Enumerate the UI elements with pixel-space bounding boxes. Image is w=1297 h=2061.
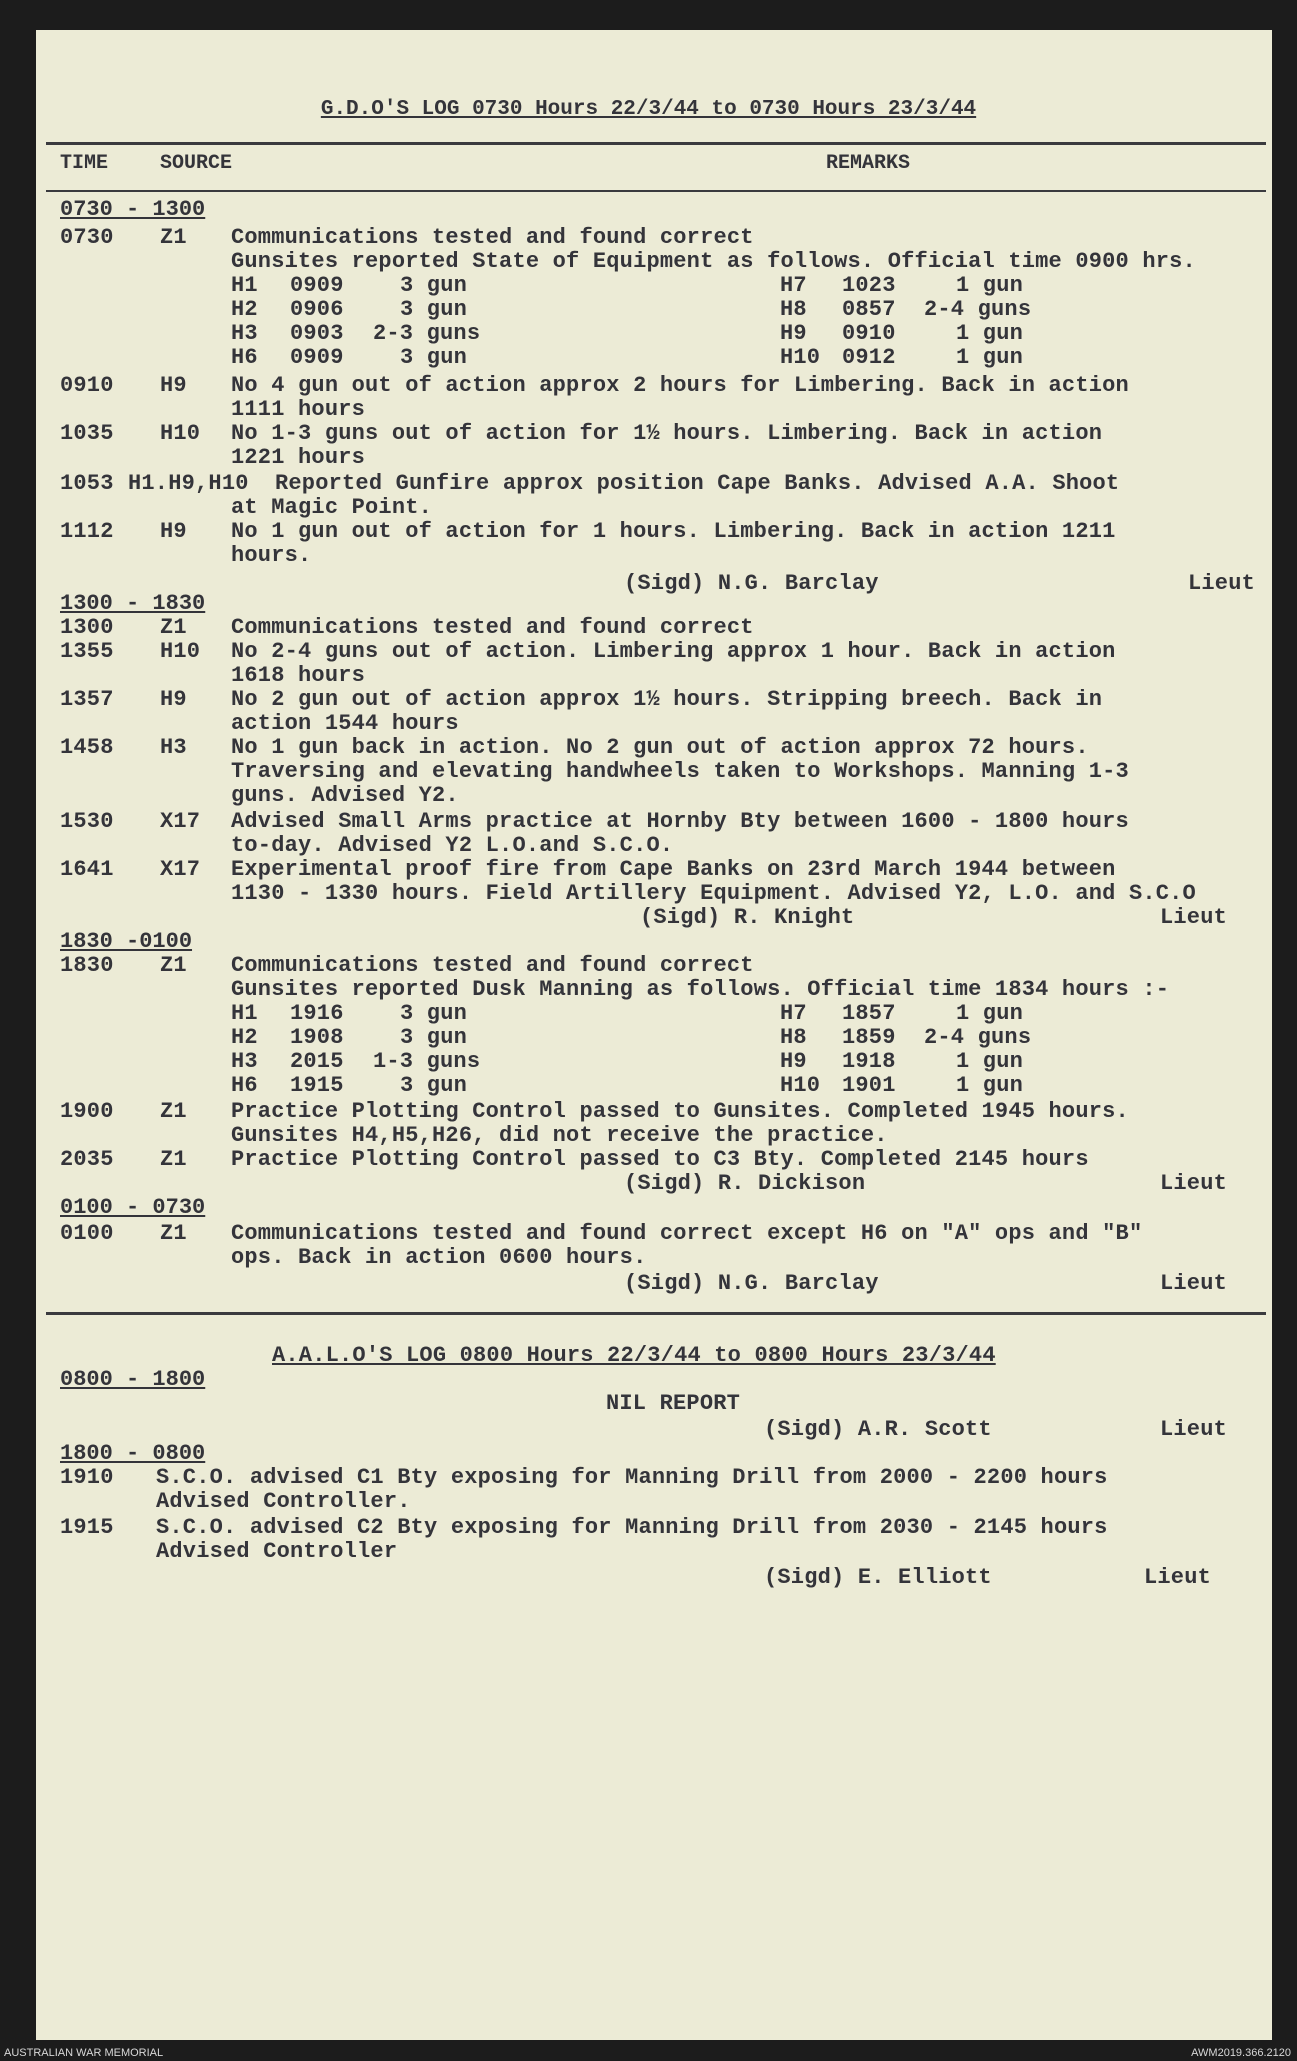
gunsite-guns: 1 gun — [956, 1073, 1024, 1098]
gunsite-code: H9 — [780, 321, 807, 346]
signature: (Sigd) E. Elliott — [764, 1565, 992, 1590]
period-label: 0800 - 1800 — [60, 1367, 206, 1392]
section-divider — [46, 1312, 1266, 1315]
entry-line: Gunsites reported Dusk Manning as follows. Official time 1834 hours :- — [231, 977, 1170, 1002]
signature: (Sigd) A.R. Scott — [764, 1417, 992, 1442]
entry-line: Communications tested and found correct except H6 on "A" ops and "B" — [231, 1221, 1143, 1246]
gunsite-guns: 1-3 guns — [373, 1049, 481, 1074]
entry-line: No 1 gun back in action. No 2 gun out of action approx 72 hours. — [231, 735, 1089, 760]
entry-time: 1910 — [60, 1465, 114, 1490]
gunsite-time: 0912 — [842, 345, 896, 370]
entry-source: H9 — [160, 519, 187, 544]
signature: (Sigd) N.G. Barclay — [624, 1271, 879, 1296]
entry-line: No 2-4 guns out of action. Limbering approx 1 hour. Back in action — [231, 639, 1116, 664]
gunsite-guns: 1 gun — [956, 1049, 1024, 1074]
entry-time: 0910 — [60, 373, 114, 398]
signature-rank: Lieut — [1188, 571, 1256, 596]
entry-time: 1035 — [60, 421, 114, 446]
gunsite-code: H8 — [780, 297, 807, 322]
gunsite-guns: 3 gun — [400, 345, 468, 370]
archive-id: AWM2019.366.2120 — [1191, 2047, 1291, 2059]
entry-time: 1900 — [60, 1099, 114, 1124]
signature: (Sigd) R. Dickison — [624, 1171, 866, 1196]
period-label: 0100 - 0730 — [60, 1195, 206, 1220]
gunsite-time: 1857 — [842, 1001, 896, 1026]
entry-source: Z1 — [160, 1221, 187, 1246]
gunsite-code: H1 — [231, 273, 258, 298]
entry-line: 1111 hours — [231, 397, 366, 422]
gunsite-guns: 2-4 guns — [924, 297, 1032, 322]
signature-rank: Lieut — [1144, 1565, 1212, 1590]
gunsite-code: H2 — [231, 1025, 258, 1050]
gunsite-guns: 1 gun — [956, 1001, 1024, 1026]
entry-time: 0730 — [60, 225, 114, 250]
gunsite-code: H9 — [780, 1049, 807, 1074]
signature-rank: Lieut — [1160, 1271, 1228, 1296]
entry-line: Communications tested and found correct — [231, 225, 754, 250]
entry-line: guns. Advised Y2. — [231, 783, 459, 808]
period-label: 1800 - 0800 — [60, 1441, 206, 1466]
gunsite-time: 1901 — [842, 1073, 896, 1098]
gunsite-time: 1916 — [290, 1001, 344, 1026]
gunsite-code: H1 — [231, 1001, 258, 1026]
gunsite-guns: 1 gun — [956, 321, 1024, 346]
entry-source: H9 — [160, 373, 187, 398]
signature: (Sigd) N.G. Barclay — [624, 571, 879, 596]
entry-line: Traversing and elevating handwheels taken to Workshops. Manning 1-3 — [231, 759, 1129, 784]
entry-source: Z1 — [160, 1147, 187, 1172]
entry-line: Advised Small Arms practice at Hornby Bty between 1600 - 1800 hours — [231, 809, 1129, 834]
gunsite-code: H6 — [231, 1073, 258, 1098]
aalo-log-title: A.A.L.O'S LOG 0800 Hours 22/3/44 to 0800 Hours 23/3/44 — [272, 1343, 996, 1368]
gunsite-code: H7 — [780, 1001, 807, 1026]
gunsite-guns: 3 gun — [400, 273, 468, 298]
gunsite-time: 0906 — [290, 297, 344, 322]
gunsite-time: 0909 — [290, 345, 344, 370]
entry-line: 1130 - 1330 hours. Field Artillery Equipment. Advised Y2, L.O. and S.C.O — [231, 881, 1196, 906]
signature-rank: Lieut — [1160, 1417, 1228, 1442]
gunsite-guns: 1 gun — [956, 345, 1024, 370]
gunsite-time: 1918 — [842, 1049, 896, 1074]
entry-line: Advised Controller. — [156, 1489, 411, 1514]
entry-line: No 4 gun out of action approx 2 hours for Limbering. Back in action — [231, 373, 1129, 398]
entry-line: S.C.O. advised C1 Bty exposing for Manning Drill from 2000 - 2200 hours — [156, 1465, 1108, 1490]
entry-line: No 1-3 guns out of action for 1½ hours. Limbering. Back in action — [231, 421, 1103, 446]
entry-time: 1830 — [60, 953, 114, 978]
gunsite-time: 1915 — [290, 1073, 344, 1098]
header-top-rule — [46, 142, 1266, 145]
entry-line: Communications tested and found correct — [231, 953, 754, 978]
signature-rank: Lieut — [1160, 1171, 1228, 1196]
gunsite-code: H3 — [231, 321, 258, 346]
entry-source: H10 — [160, 639, 201, 664]
entry-line: Advised Controller — [156, 1539, 398, 1564]
gunsite-time: 1859 — [842, 1025, 896, 1050]
gunsite-code: H6 — [231, 345, 258, 370]
entry-time: 1530 — [60, 809, 114, 834]
gdo-log-title: G.D.O'S LOG 0730 Hours 22/3/44 to 0730 Hours 23/3/44 — [320, 98, 977, 121]
header-remarks: REMARKS — [826, 152, 911, 175]
entry-source: Z1 — [160, 1099, 187, 1124]
entry-time: 2035 — [60, 1147, 114, 1172]
entry-line: Experimental proof fire from Cape Banks on 23rd March 1944 between — [231, 857, 1116, 882]
entry-line: hours. — [231, 543, 312, 568]
entry-time: 1112 — [60, 519, 114, 544]
gunsite-code: H3 — [231, 1049, 258, 1074]
gunsite-guns: 1 gun — [956, 273, 1024, 298]
entry-line: Reported Gunfire approx position Cape Banks. Advised A.A. Shoot — [275, 471, 1120, 496]
entry-line: No 1 gun out of action for 1 hours. Limbering. Back in action 1211 — [231, 519, 1116, 544]
gunsite-code: H2 — [231, 297, 258, 322]
entry-line: Practice Plotting Control passed to Gunsites. Completed 1945 hours. — [231, 1099, 1129, 1124]
period-label: 0730 - 1300 — [60, 197, 206, 222]
gunsite-guns: 3 gun — [400, 1073, 468, 1098]
gunsite-time: 2015 — [290, 1049, 344, 1074]
entry-source: H10 — [160, 421, 201, 446]
entry-source: H3 — [160, 735, 187, 760]
entry-time: 1053 — [60, 471, 114, 496]
entry-source: Z1 — [160, 225, 187, 250]
entry-line: S.C.O. advised C2 Bty exposing for Manning Drill from 2030 - 2145 hours — [156, 1515, 1108, 1540]
entry-time: 1355 — [60, 639, 114, 664]
gunsite-time: 0903 — [290, 321, 344, 346]
entry-time: 1915 — [60, 1515, 114, 1540]
header-source: SOURCE — [160, 152, 233, 175]
entry-source: X17 — [160, 809, 201, 834]
period-label: 1300 - 1830 — [60, 591, 206, 616]
gunsite-code: H10 — [780, 345, 821, 370]
entry-time: 1357 — [60, 687, 114, 712]
entry-line: to-day. Advised Y2 L.O.and S.C.O. — [231, 833, 674, 858]
nil-report: NIL REPORT — [606, 1391, 741, 1416]
entry-source: Z1 — [160, 615, 187, 640]
entry-line: action 1544 hours — [231, 711, 459, 736]
gunsite-time: 1908 — [290, 1025, 344, 1050]
gunsite-time: 0910 — [842, 321, 896, 346]
entry-line: ops. Back in action 0600 hours. — [231, 1245, 647, 1270]
entry-source: H1.H9,H10 — [128, 471, 249, 496]
entry-line: Practice Plotting Control passed to C3 Bty. Completed 2145 hours — [231, 1147, 1089, 1172]
entry-line: Gunsites H4,H5,H26, did not receive the practice. — [231, 1123, 888, 1148]
entry-time: 1641 — [60, 857, 114, 882]
gunsite-guns: 3 gun — [400, 297, 468, 322]
gunsite-code: H8 — [780, 1025, 807, 1050]
entry-time: 0100 — [60, 1221, 114, 1246]
gunsite-code: H10 — [780, 1073, 821, 1098]
header-time: TIME — [60, 152, 109, 175]
signature-rank: Lieut — [1160, 905, 1228, 930]
gunsite-time: 0857 — [842, 297, 896, 322]
gunsite-time: 1023 — [842, 273, 896, 298]
gunsite-guns: 2-4 guns — [924, 1025, 1032, 1050]
entry-source: H9 — [160, 687, 187, 712]
entry-line: Communications tested and found correct — [231, 615, 754, 640]
entry-source: X17 — [160, 857, 201, 882]
entry-line: 1618 hours — [231, 663, 366, 688]
gunsite-guns: 2-3 guns — [373, 321, 481, 346]
header-bottom-rule — [46, 190, 1266, 192]
entry-time: 1300 — [60, 615, 114, 640]
gunsite-code: H7 — [780, 273, 807, 298]
gunsite-time: 0909 — [290, 273, 344, 298]
entry-time: 1458 — [60, 735, 114, 760]
gunsite-guns: 3 gun — [400, 1025, 468, 1050]
gunsite-guns: 3 gun — [400, 1001, 468, 1026]
entry-line: No 2 gun out of action approx 1½ hours. Stripping breech. Back in — [231, 687, 1103, 712]
period-label: 1830 -0100 — [60, 929, 193, 954]
archive-caption: AUSTRALIAN WAR MEMORIAL — [4, 2047, 164, 2059]
entry-line: 1221 hours — [231, 445, 366, 470]
signature: (Sigd) R. Knight — [640, 905, 855, 930]
log-sheet — [36, 30, 1272, 2040]
entry-line: Gunsites reported State of Equipment as follows. Official time 0900 hrs. — [231, 249, 1196, 274]
entry-line: at Magic Point. — [231, 495, 433, 520]
entry-source: Z1 — [160, 953, 187, 978]
